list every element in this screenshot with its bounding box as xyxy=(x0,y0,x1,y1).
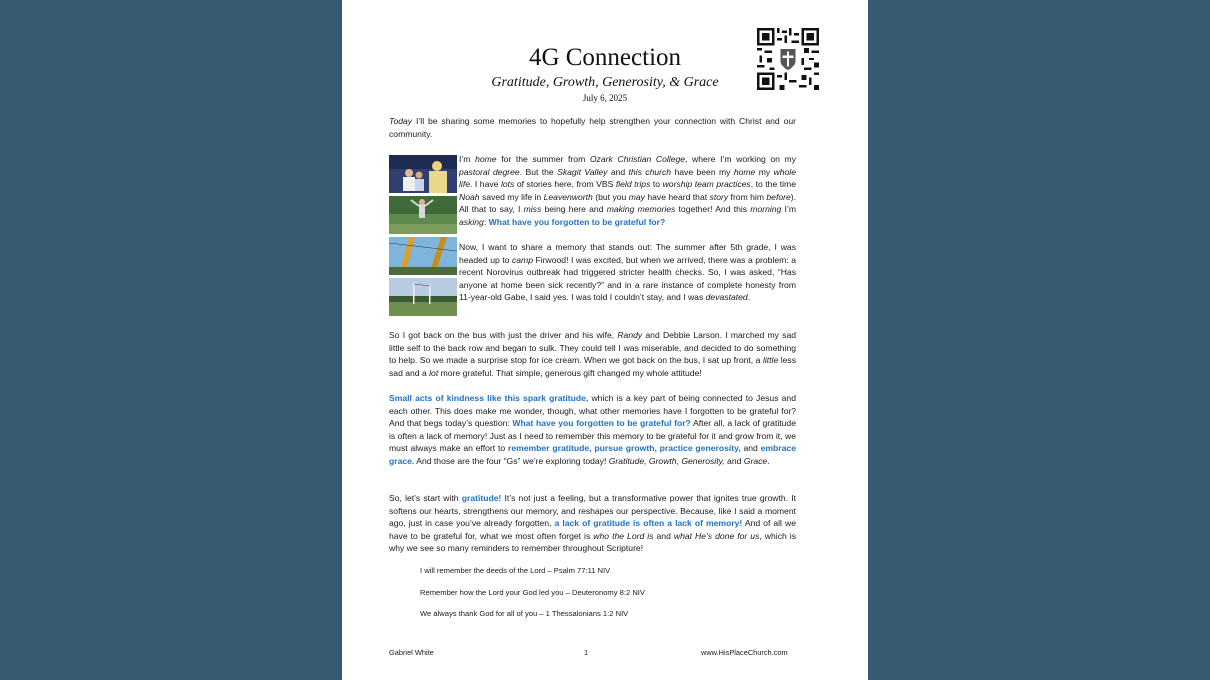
document-page xyxy=(342,0,868,680)
camp-paragraph: Now, I want to share a memory that stands out: The summer after 5th grade, I was headed up to camp Firwood! I was excited, but when we arrived, there was a problem: a recent Norovirus outbreak had triggered stricter health checks. So, I was asked, “Has anyone at home been sick recently?” and in a rare instance of complete honesty from 11-year-old Gabe, I said yes. I was told I couldn’t stay, and I was devastated. xyxy=(459,242,796,303)
verse-psalm: I will remember the deeds of the Lord – Psalm 77:11 NIV xyxy=(420,566,611,575)
bus-paragraph: So I got back on the bus with just the driver and his wife, Randy and Debbie Larson. I marched my sad little self to the back row and began to sulk. They could tell I was miserable, and decided to do something to help. So we made a surprise stop for ice cream. When we got back on the bus, I sat up front, a little less sad and a lot more grateful. That simple, generous gift changed my whole attitude! xyxy=(389,330,797,378)
photo-worship-team xyxy=(389,155,457,193)
photo-field-trip xyxy=(389,196,457,234)
gratitude-paragraph: So, let’s start with gratitude! It’s not just a feeling, but a transformative power that ignites true growth. It softens our hearts, strengthens our memory, and reshapes our perspective. Because, like I said a moment ago, just in case you’ve already forgotten, a lack of gratitude is often a lack of memory! And of all we have to be grateful for, what we most often forget is who the Lord is and what He’s done for us, which is why we see so many reminders to remember throughout Scripture! xyxy=(389,493,797,554)
photo-camp-field xyxy=(389,278,457,316)
photo-ropes-course xyxy=(389,237,457,275)
verse-thessalonians: We always thank God for all of you – 1 Thessalonians 1:2 NIV xyxy=(420,609,629,618)
footer-website[interactable]: www.HisPlaceChurch.com xyxy=(701,648,788,657)
footer-author: Gabriel White xyxy=(389,648,434,657)
home-paragraph: I’m home for the summer from Ozark Christian College, where I’m working on my pastoral degree. But the Skagit Valley and this church have been my home my whole life. I have lots of stories here, from VBS field trips to worship team practices, to the time Noah saved my life in Leavenworth (but you may have heard that story from him before). All that to say, I miss being here and making memories together! And this morning I’m asking: What have you forgotten to be grateful for? xyxy=(459,154,797,227)
document-date: July 6, 2025 xyxy=(582,93,628,103)
verse-deuteronomy: Remember how the Lord your God led you – Deuteronomy 8:2 NIV xyxy=(420,588,645,597)
kindness-paragraph: Small acts of kindness like this spark gratitude, which is a key part of being connected to Jesus and each other. This does make me wonder, though, what other memories have I forgotten to be grateful for? And that begs today’s question: What have you forgotten to be grateful for? After all, a lack of gratitude is often a lack of memory! Just as I need to remember this memory to be grateful for it and grow from it, we must always make an effort to remember gratitude, pursue growth, practice generosity, and embrace grace. And those are the four “Gs” we’re exploring today! Gratitude, Growth, Generosity, and Grace. xyxy=(389,393,796,466)
qr-code xyxy=(757,28,819,90)
intro-paragraph: Today I’ll be sharing some memories to hopefully help strengthen your connection with Christ and our community. xyxy=(389,116,796,139)
document-title: 4G Connection xyxy=(528,44,682,71)
question-highlight: What have you forgotten to be grateful for? xyxy=(488,216,666,227)
photo-strip xyxy=(389,155,457,319)
footer-page-number: 1 xyxy=(584,648,589,657)
document-subtitle: Gratitude, Growth, Generosity, & Grace xyxy=(491,75,719,90)
